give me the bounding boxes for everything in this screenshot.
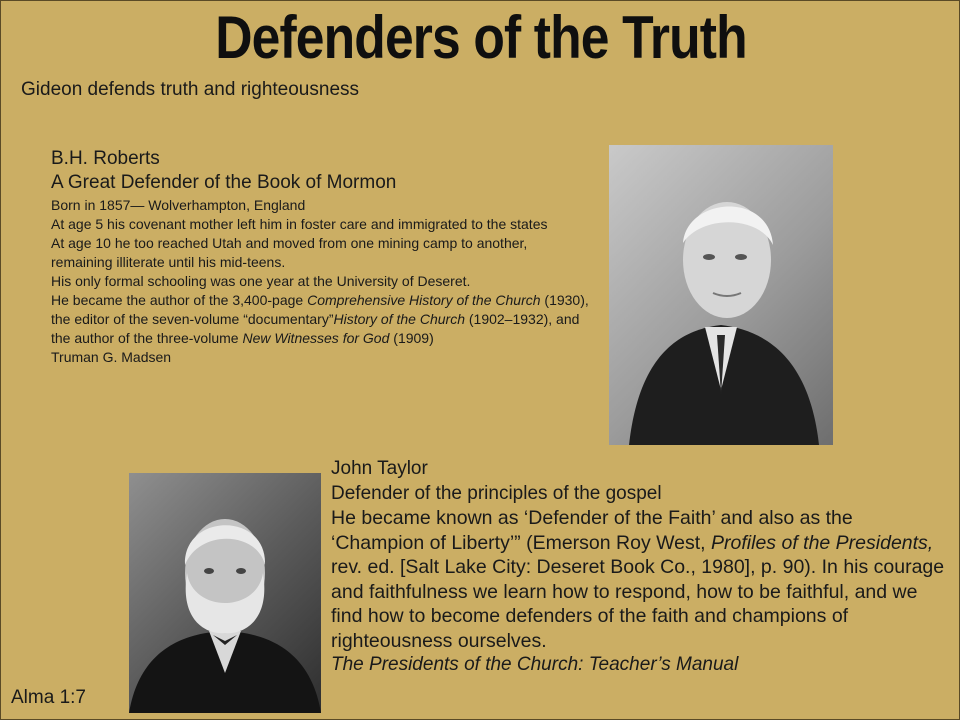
- book-title: Profiles of the Presidents,: [711, 531, 934, 554]
- taylor-text-block: [331, 457, 946, 678]
- bio-line-author: [51, 291, 591, 348]
- taylor-paragraph: [331, 506, 946, 653]
- bio-line-birth: Born in 1857— Wolverhampton, England: [51, 197, 306, 213]
- taylor-portrait: [129, 473, 321, 713]
- bio-line-schooling: His only formal schooling was one year at the University of Deseret.: [51, 273, 471, 289]
- book-title: History of the Church: [333, 311, 465, 327]
- slide-subtitle: Gideon defends truth and righteousness: [21, 79, 360, 100]
- bio-line-foster: At age 5 his covenant mother left him in foster care and immigrated to the states: [51, 216, 548, 232]
- author-text: He became the author of the 3,400-page: [51, 292, 308, 308]
- author-text: (1902–1932), and the author of the three-volume: [51, 311, 580, 346]
- taylor-name: John Taylor: [331, 458, 428, 479]
- book-title: Comprehensive History of the Church: [307, 292, 541, 308]
- roberts-text-block: [51, 147, 591, 367]
- roberts-name: B.H. Roberts: [51, 148, 160, 169]
- author-text: (1909): [389, 330, 434, 346]
- bio-line-utah: At age 10 he too reached Utah and moved from one mining camp to another, remaining illiterate until his mid-teens.: [51, 235, 528, 270]
- roberts-portrait: [609, 145, 833, 445]
- taylor-role: Defender of the principles of the gospel: [331, 482, 662, 504]
- roberts-role: A Great Defender of the Book of Mormon: [51, 172, 397, 193]
- author-text: (1930), the editor of the seven-volume “documentary”: [51, 292, 589, 327]
- scripture-reference: Alma 1:7: [11, 687, 86, 708]
- portrait-photo-icon: [129, 473, 321, 713]
- bio-attribution: Truman G. Madsen: [51, 349, 172, 365]
- taylor-text: rev. ed. [Salt Lake City: Deseret Book Co., 1980], p. 90). In his courage and faithfulness we learn how to respond, how to be faithful, and we find how to become defenders of the faith and champions of righteousness ourselves.: [331, 556, 945, 652]
- book-title: New Witnesses for God: [242, 330, 390, 346]
- taylor-text: He became known as ‘Defender of the Faith’ and also as the ‘Champion of Liberty’” (Emerson Roy West,: [331, 507, 853, 554]
- portrait-photo-icon: [609, 145, 833, 445]
- roberts-bio: [51, 196, 591, 367]
- taylor-source: [331, 653, 946, 678]
- source-title: The Presidents of the Church: Teacher’s Manual: [331, 654, 739, 675]
- slide-title: Defenders of the Truth: [215, 4, 747, 71]
